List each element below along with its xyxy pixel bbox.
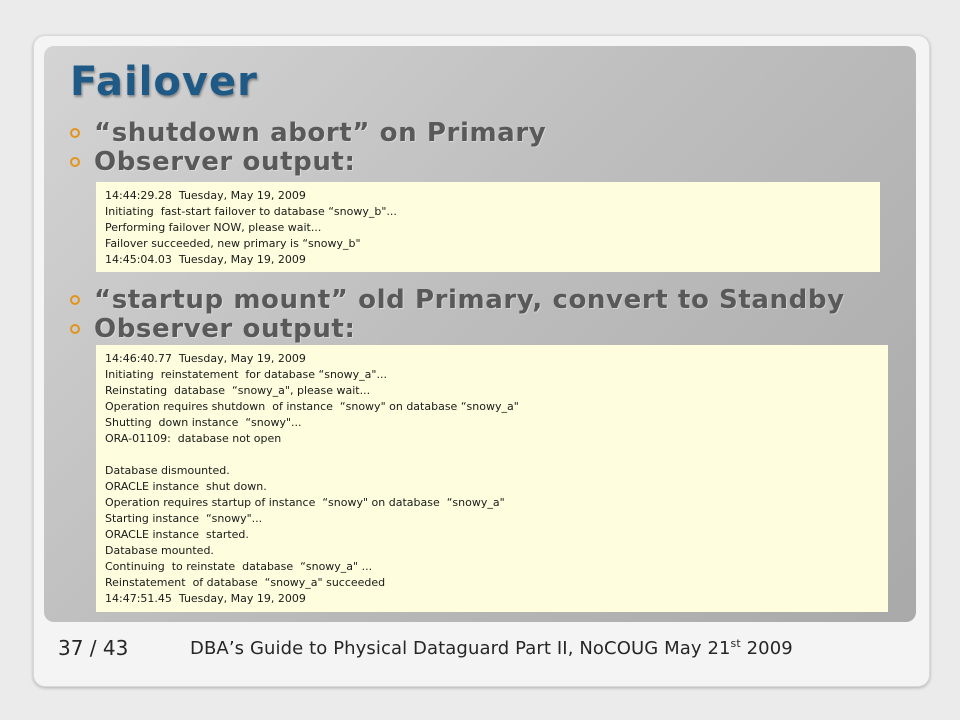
console-line: Reinstating database “snowy_a", please wait... [105,384,371,397]
console-line: Operation requires startup of instance “snowy" on database “snowy_a" [105,496,505,509]
bullet-ring-icon [70,324,80,334]
console-line: Database dismounted. [105,464,230,477]
bullet-text: “startup mount” old Primary, convert to Standby [94,285,845,315]
bullet-ring-icon [70,295,80,305]
footer-caption-text: DBA’s Guide to Physical Dataguard Part II, NoCOUG May 21 [190,638,731,659]
console-line: 14:47:51.45 Tuesday, May 19, 2009 [105,592,306,605]
bullet-text: “shutdown abort” on Primary [94,118,547,148]
console-line: Database mounted. [105,544,214,557]
footer-caption-superscript: st [730,637,741,650]
bullet-observer-output-2 [70,314,355,344]
bullet-observer-output-1 [70,147,355,177]
observer-output-box-2 [96,345,888,612]
console-line: Initiating fast-start failover to database “snowy_b"... [105,205,397,218]
bullet-startup-mount [70,285,845,315]
slide-page-number: 37 / 43 [58,636,129,660]
footer-caption [190,637,793,659]
console-line: Initiating reinstatement for database “snowy_a"... [105,368,387,381]
footer-caption-year: 2009 [740,638,793,659]
console-line: Starting instance “snowy"... [105,512,263,525]
console-line: Shutting down instance “snowy"... [105,416,302,429]
bullet-shutdown-abort [70,118,546,148]
console-line: Operation requires shutdown of instance “snowy" on database “snowy_a" [105,400,519,413]
console-line: Performing failover NOW, please wait... [105,221,322,234]
console-line: 14:45:04.03 Tuesday, May 19, 2009 [105,253,306,266]
bullet-ring-icon [70,157,80,167]
bullet-text: Observer output: [94,314,356,344]
observer-output-box-1 [96,182,880,272]
console-line: 14:44:29.28 Tuesday, May 19, 2009 [105,189,306,202]
bullet-text: Observer output: [94,147,356,177]
console-line: Reinstatement of database “snowy_a" succeeded [105,576,386,589]
console-line: 14:46:40.77 Tuesday, May 19, 2009 [105,352,306,365]
slide-title: Failover [70,59,258,105]
bullet-ring-icon [70,128,80,138]
console-line: ORACLE instance started. [105,528,249,541]
console-line: ORA-01109: database not open [105,432,282,445]
console-line-blank [105,447,888,463]
console-line: ORACLE instance shut down. [105,480,267,493]
console-line: Failover succeeded, new primary is “snowy_b" [105,237,361,250]
console-line: Continuing to reinstate database “snowy_a" ... [105,560,373,573]
